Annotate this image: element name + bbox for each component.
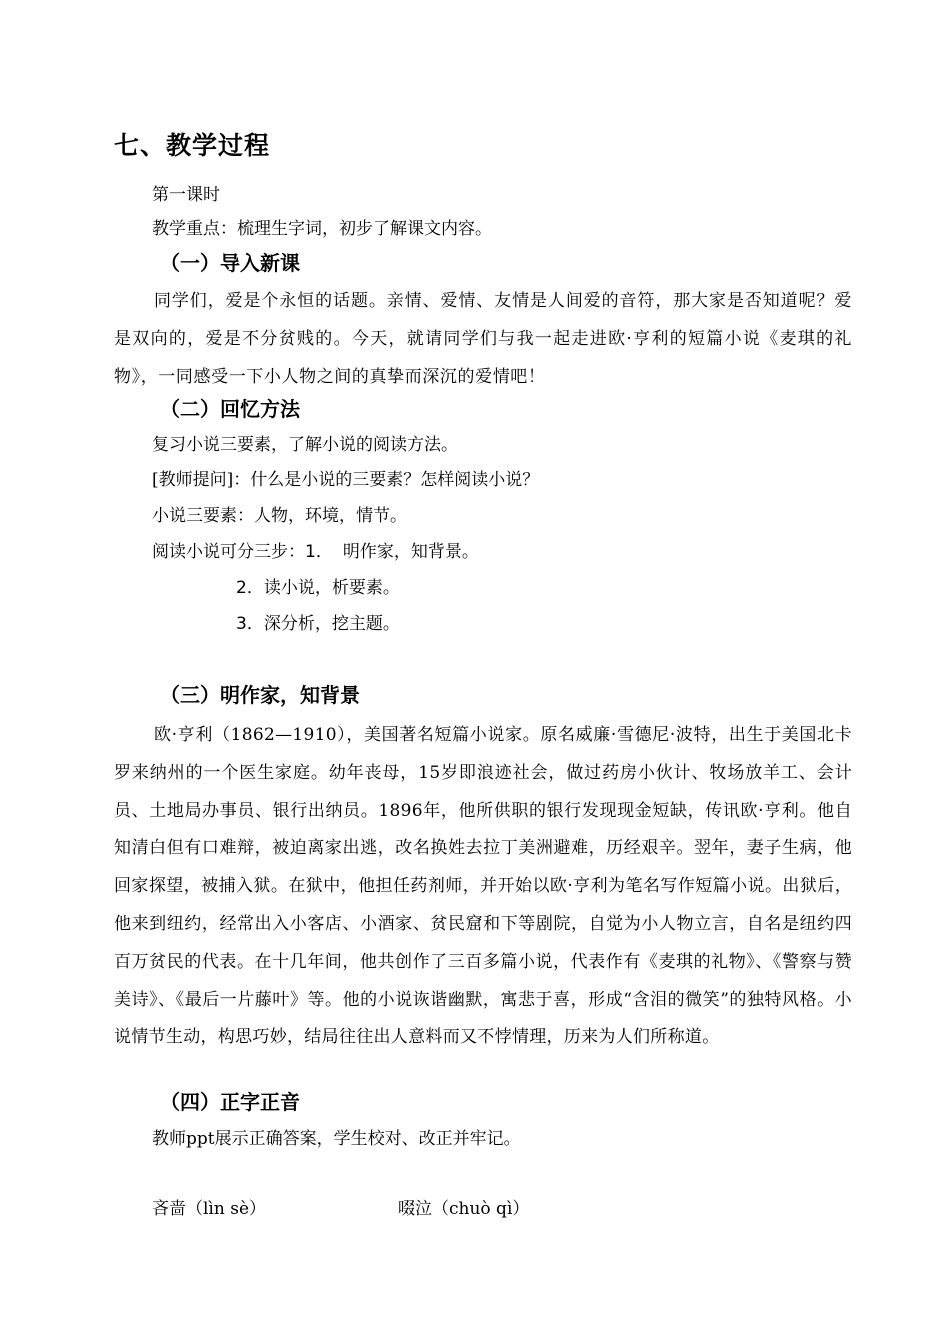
step1-text: 明作家，知背景。 bbox=[342, 542, 479, 562]
sec3-title: （三）明作家，知背景 bbox=[160, 683, 360, 707]
sec2-line4-lead: 阅读小说可分三步： bbox=[152, 542, 305, 562]
step2-line bbox=[236, 576, 400, 600]
word-pinyin-1: 吝啬（lìn sè） bbox=[152, 1199, 267, 1219]
sec2-line1: 复习小说三要素，了解小说的阅读方法。 bbox=[152, 435, 458, 455]
step2-number: 2． bbox=[236, 578, 264, 598]
step3-text: 深分析，挖主题。 bbox=[263, 614, 400, 634]
sec4-line1: 教师ppt展示正确答案，学生校对、改正并牢记。 bbox=[152, 1129, 521, 1149]
lesson-label: 第一课时 bbox=[152, 185, 220, 205]
sec2-line4 bbox=[152, 540, 479, 564]
section-heading: 七、教学过程 bbox=[114, 131, 271, 160]
step3-number: 3． bbox=[236, 614, 264, 634]
sec2-line3: 小说三要素：人物，环境，情节。 bbox=[152, 506, 407, 526]
sec1-title: （一）导入新课 bbox=[160, 251, 300, 275]
step3-line bbox=[236, 612, 400, 636]
sec1-body: 同学们，爱是个永恒的话题。亲情、爱情、友情是人间爱的音符，那大家是否知道呢？爱是双向的，爱是不分贫贱的。今天，就请同学们与我一起走进欧·亨利的短篇小说《麦琪的礼物》，一同感受一下小人物之间的真挚而深沉的爱情吧！ bbox=[114, 291, 852, 387]
sec3-body: 欧·亨利（1862—1910），美国著名短篇小说家。原名威廉·雪德尼·波特，出生于美国北卡罗来纳州的一个医生家庭。幼年丧母，15岁即浪迹社会，做过药房小伙计、牧场放羊工、会计员、土地局办事员、银行出纳员。1896年，他所供职的银行发现现金短缺，传讯欧·亨利。他自知清白但有口难辩，被迫离家出逃，改名换姓去拉丁美洲避难，历经艰辛。翌年，妻子生病，他回家探望，被捕入狱。在狱中，他担任药剂师，并开始以欧·亨利为笔名写作短篇小说。出狱后，他来到纽约，经常出入小客店、小酒家、贫民窟和下等剧院，自觉为小人物立言，自名是纽约四百万贫民的代表。在十几年间，他共创作了三百多篇小说，代表作有《麦琪的礼物》、《警察与赞美诗》、《最后一片藤叶》等。他的小说诙谐幽默，寓悲于喜，形成“含泪的微笑”的独特风格。小说情节生动，构思巧妙，结局往往出人意料而又不悖情理，历来为人们所称道。 bbox=[114, 725, 852, 1048]
sec2-line2: [教师提问]：什么是小说的三要素？怎样阅读小说？ bbox=[152, 470, 540, 490]
teaching-focus: 教学重点：梳理生字词，初步了解课文内容。 bbox=[152, 219, 492, 239]
step1-number: 1． bbox=[305, 542, 333, 562]
step2-text: 读小说，析要素。 bbox=[263, 578, 400, 598]
sec2-title: （二）回忆方法 bbox=[160, 397, 300, 421]
sec4-title: （四）正字正音 bbox=[160, 1090, 300, 1114]
word-pinyin-2: 啜泣（chuò qì） bbox=[398, 1199, 530, 1219]
